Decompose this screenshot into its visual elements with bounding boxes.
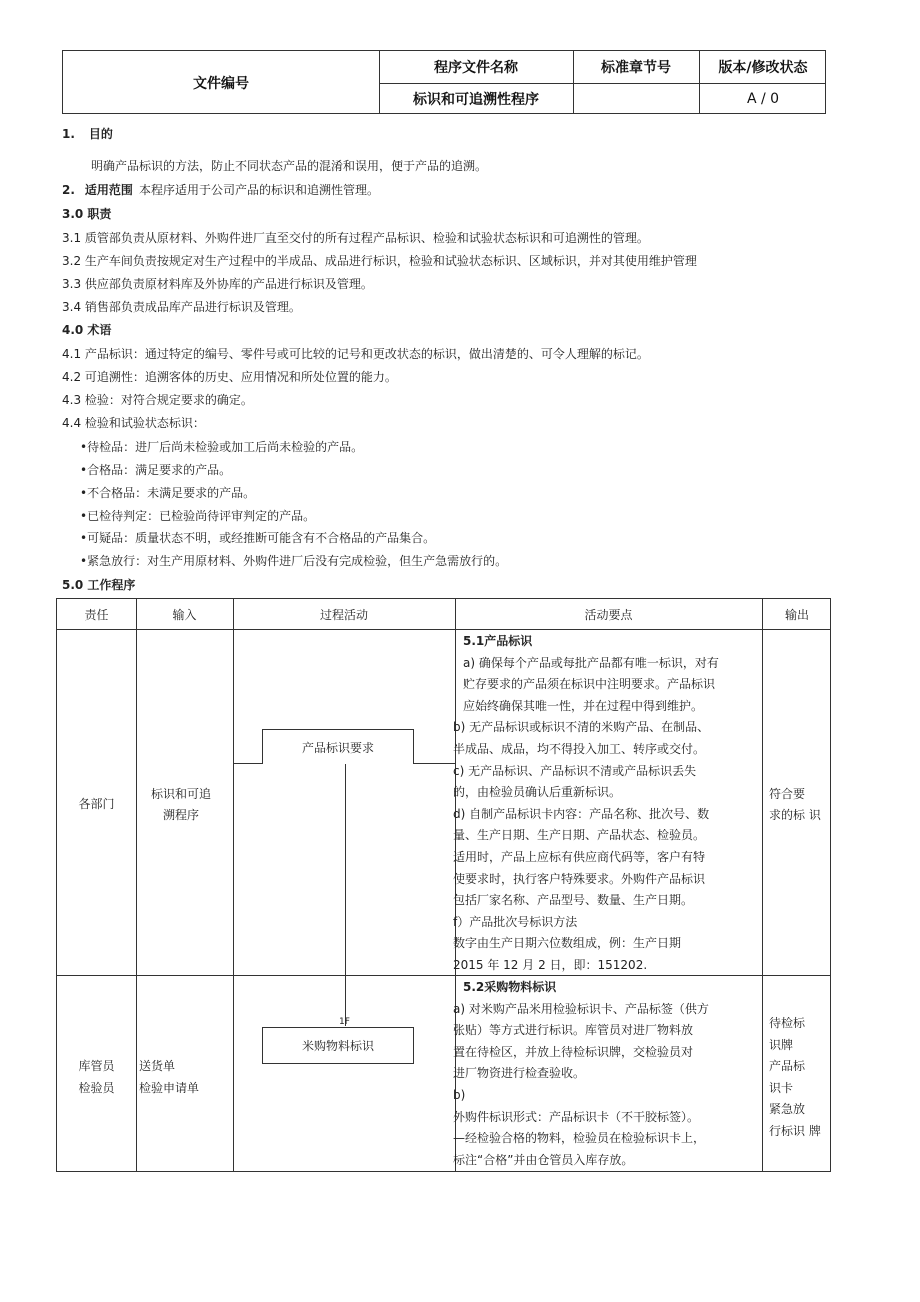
section-3-item: 3.4 销售部负责成品库产品进行标识及管理。 xyxy=(62,300,301,314)
key-point-line: 进厂物资进行检查验收。 xyxy=(453,1066,586,1081)
key-point-line: 应始终确保其唯一性，并在过程中得到维护。 xyxy=(463,698,704,713)
process-table xyxy=(56,598,831,1172)
key-point-line: d) 自制产品标识卡内容：产品名称、批次号、数 xyxy=(453,806,710,821)
key-point-line: 的，由检验员确认后重新标识。 xyxy=(453,785,622,800)
header-activity: 过程活动 xyxy=(319,607,368,622)
section-1-text: 明确产品标识的方法，防止不同状态产品的混淆和误用，便于产品的追溯。 xyxy=(91,159,488,173)
key-point-line: c) 无产品标识、产品标识不清或产品标识丢失 xyxy=(453,763,697,778)
key-point-line: 适用时，产品上应标有供应商代码等，客户有特 xyxy=(453,850,706,864)
key-point-line: 数字由生产日期六位数组成，例：生产日期 xyxy=(453,936,682,951)
key-point-line: b) 无产品标识或标识不清的米购产品、在制品、 xyxy=(453,720,710,735)
connector-label: 1F xyxy=(339,1017,350,1027)
row2-output: 待检标 识牌 产品标 识卡 紧急放 行标识 牌 xyxy=(769,1016,821,1138)
flow-connector-line xyxy=(345,764,346,1026)
key-point-line: 半成品、成品，均不得投入加工、转序或交付。 xyxy=(453,742,706,756)
key-point-line: a) 确保每个产品或每批产品都有唯一标识，对有 xyxy=(463,655,719,670)
header-output: 输出 xyxy=(784,607,809,622)
section-4-item: 4.2 可追溯性：追溯客体的历史、应用情况和所处位置的能力。 xyxy=(62,370,397,384)
key-point-line: 包括厂家名称、产品型号、数量、生产日期。 xyxy=(453,893,694,908)
section-1-heading: 1. 目的 xyxy=(62,127,113,141)
procedure-name-label: 程序文件名称 xyxy=(434,60,518,76)
term-bullet: •紧急放行：对生产用原材料、外购件进厂后没有完成检验，但生产急需放行的。 xyxy=(80,554,508,568)
version-value: A / 0 xyxy=(746,91,780,107)
row1-key-points xyxy=(453,631,759,975)
key-point-line: f）产品批次号标识方法 xyxy=(453,914,578,929)
row1-responsibility: 各部门 xyxy=(78,797,115,811)
doc-number-label: 文件编号 xyxy=(193,76,249,92)
header-responsibility: 责任 xyxy=(84,607,109,622)
row1-input: 标识和可追 溯程序 xyxy=(151,787,212,822)
section-3-item: 3.2 生产车间负责按规定对生产过程中的半成品、成品进行标识，检验和试验状态标识、区域标识，并对其使用维护管理 xyxy=(62,254,697,268)
row2-key-points xyxy=(453,977,759,1173)
term-bullet: •不合格品：未满足要求的产品。 xyxy=(80,486,256,500)
section-5-heading: 5.0 工作程序 xyxy=(62,578,136,592)
section-4-item: 4.1 产品标识：通过特定的编号、零件号或可比较的记号和更改状态的标识，做出清楚的、可令人理解的标记。 xyxy=(62,347,649,361)
section-3-heading: 3.0 职责 xyxy=(62,207,112,221)
document-header-table xyxy=(62,50,826,114)
header-input: 输入 xyxy=(172,607,197,622)
key-point-line: 量、生产日期、生产日期、产品状态、检验员。 xyxy=(453,828,706,843)
key-point-line: 置在待检区，并放上待检标识牌，交检验员对 xyxy=(453,1044,694,1059)
section-4-item: 4.4 检验和试验状态标识： xyxy=(62,416,205,430)
key-point-line: 5.1产品标识 xyxy=(463,634,533,648)
key-point-line: a) 对米购产品米用检验标识卡、产品标签（供方 xyxy=(453,1001,709,1016)
key-point-line: b) xyxy=(453,1088,466,1102)
row2-input: 送货单 检验申请单 xyxy=(139,1059,200,1095)
key-point-line: 张贴）等方式进行标识。库管员对进厂物料放 xyxy=(453,1023,694,1038)
term-bullet: •合格品：满足要求的产品。 xyxy=(80,463,232,477)
key-point-line: 外购件标识形式：产品标识卡（不干胶标签）。 xyxy=(453,1109,700,1124)
key-point-line: 5.2采购物料标识 xyxy=(463,980,557,994)
purchased-material-id-box: 米购物料标识 xyxy=(262,1027,414,1064)
section-3-item: 3.3 供应部负责原材料库及外协库的产品进行标识及管理。 xyxy=(62,277,373,291)
key-point-line: 贮存要求的产品须在标识中注明要求。产品标识 xyxy=(463,677,716,692)
version-label: 版本/修改状态 xyxy=(718,60,808,76)
key-point-line: 使要求时，执行客户特殊要求。外购件产品标识 xyxy=(453,871,706,886)
key-point-line: 标注“合格”并由仓管员入库存放。 xyxy=(453,1152,634,1167)
row1-output: 符合要 求的标 识 xyxy=(769,787,821,822)
section-2-heading: 2. 适用范围 本程序适用于公司产品的标识和追溯性管理。 xyxy=(62,183,379,197)
term-bullet: •待检品：进厂后尚未检验或加工后尚未检验的产品。 xyxy=(80,440,364,454)
row2-responsibility: 库管员 检验员 xyxy=(78,1059,115,1095)
section-3-item: 3.1 质管部负责从原材料、外购件进厂直至交付的所有过程产品标识、检验和试验状态标识和可追溯性的管理。 xyxy=(62,231,649,245)
key-point-line: —经检验合格的物料，检验员在检验标识卡上， xyxy=(453,1131,706,1146)
section-4-heading: 4.0 术语 xyxy=(62,323,112,337)
term-bullet: •可疑品：质量状态不明，或经推断可能含有不合格品的产品集合。 xyxy=(80,531,436,545)
product-id-requirement-box: 产品标识要求 xyxy=(262,729,414,764)
procedure-name-value: 标识和可追溯性程序 xyxy=(413,92,539,108)
key-point-line: 2015 年 12 月 2 日，即：151202. xyxy=(453,958,648,972)
section-value xyxy=(573,83,699,115)
header-key-points: 活动要点 xyxy=(584,607,633,622)
term-bullet: •已检待判定：已检验尚待评审判定的产品。 xyxy=(80,509,316,523)
section-label: 标准章节号 xyxy=(601,60,671,76)
section-4-item: 4.3 检验：对符合规定要求的确定。 xyxy=(62,393,253,407)
